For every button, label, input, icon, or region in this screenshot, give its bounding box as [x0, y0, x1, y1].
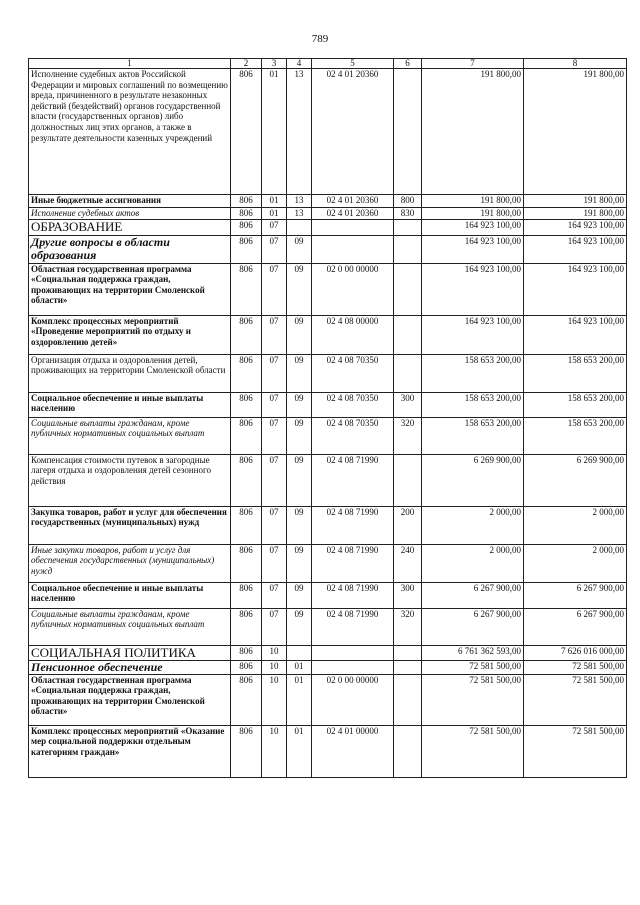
table-row — [29, 195, 627, 208]
amount-year2-cell: 6 267 900,00 — [524, 582, 627, 608]
admin-code-cell: 806 — [231, 315, 262, 354]
table-row — [29, 725, 627, 777]
item-name-cell: Социальные выплаты гражданам, кроме публичных нормативных социальных выплат — [29, 608, 231, 645]
table-row — [29, 392, 627, 417]
subsection-cell: 01 — [287, 674, 312, 725]
amount-year1-cell: 6 267 900,00 — [422, 608, 524, 645]
target-article-cell: 02 4 08 71990 — [312, 582, 394, 608]
admin-code-cell: 806 — [231, 392, 262, 417]
target-article-cell — [312, 660, 394, 674]
section-cell: 10 — [262, 725, 287, 777]
amount-year1-cell: 6 269 900,00 — [422, 454, 524, 506]
item-name-cell: Социальные выплаты гражданам, кроме публичных нормативных социальных выплат — [29, 417, 231, 454]
amount-year2-cell: 2 000,00 — [524, 506, 627, 544]
table-row — [29, 235, 627, 263]
table-row — [29, 645, 627, 660]
admin-code-cell: 806 — [231, 219, 262, 235]
table-row — [29, 417, 627, 454]
header-row — [29, 59, 627, 69]
subsection-cell: 13 — [287, 69, 312, 195]
expense-type-cell — [394, 69, 422, 195]
amount-year1-cell: 72 581 500,00 — [422, 674, 524, 725]
subsection-cell: 09 — [287, 235, 312, 263]
admin-code-cell: 806 — [231, 69, 262, 195]
admin-code-cell: 806 — [231, 417, 262, 454]
admin-code-cell: 806 — [231, 454, 262, 506]
item-name-cell: ОБРАЗОВАНИЕ — [29, 219, 231, 235]
section-cell: 07 — [262, 263, 287, 315]
expense-type-cell — [394, 354, 422, 392]
admin-code-cell: 806 — [231, 235, 262, 263]
expense-type-cell — [394, 660, 422, 674]
column-header: 1 — [29, 59, 231, 69]
admin-code-cell: 806 — [231, 506, 262, 544]
amount-year2-cell: 6 267 900,00 — [524, 608, 627, 645]
subsection-cell: 09 — [287, 354, 312, 392]
section-cell: 07 — [262, 454, 287, 506]
amount-year1-cell: 2 000,00 — [422, 544, 524, 582]
item-name-cell: Комплекс процессных мероприятий «Оказание мер социальной поддержки отдельным категориям граждан» — [29, 725, 231, 777]
section-cell: 01 — [262, 69, 287, 195]
amount-year1-cell: 164 923 100,00 — [422, 219, 524, 235]
target-article-cell: 02 4 01 20360 — [312, 195, 394, 208]
target-article-cell — [312, 645, 394, 660]
expense-type-cell: 320 — [394, 417, 422, 454]
amount-year2-cell: 72 581 500,00 — [524, 725, 627, 777]
amount-year2-cell: 164 923 100,00 — [524, 235, 627, 263]
target-article-cell: 02 0 00 00000 — [312, 674, 394, 725]
item-name-cell: Областная государственная программа «Социальная поддержка граждан, проживающих на территории Смоленской области» — [29, 674, 231, 725]
expense-type-cell — [394, 674, 422, 725]
subsection-cell: 09 — [287, 544, 312, 582]
section-cell: 07 — [262, 392, 287, 417]
target-article-cell: 02 4 08 70350 — [312, 417, 394, 454]
table-row — [29, 208, 627, 220]
amount-year1-cell: 6 761 362 593,00 — [422, 645, 524, 660]
item-name-cell: Компенсация стоимости путевок в загородные лагеря отдыха и оздоровления детей сезонного действия — [29, 454, 231, 506]
amount-year2-cell: 158 653 200,00 — [524, 354, 627, 392]
amount-year1-cell: 2 000,00 — [422, 506, 524, 544]
subsection-cell: 09 — [287, 506, 312, 544]
table-row — [29, 544, 627, 582]
amount-year2-cell: 164 923 100,00 — [524, 263, 627, 315]
target-article-cell — [312, 219, 394, 235]
amount-year1-cell: 191 800,00 — [422, 69, 524, 195]
target-article-cell: 02 4 08 71990 — [312, 454, 394, 506]
admin-code-cell: 806 — [231, 660, 262, 674]
section-cell: 10 — [262, 645, 287, 660]
admin-code-cell: 806 — [231, 582, 262, 608]
amount-year2-cell: 158 653 200,00 — [524, 417, 627, 454]
amount-year1-cell: 158 653 200,00 — [422, 417, 524, 454]
target-article-cell: 02 4 08 71990 — [312, 544, 394, 582]
subsection-cell: 01 — [287, 660, 312, 674]
amount-year2-cell: 191 800,00 — [524, 69, 627, 195]
table-row — [29, 219, 627, 235]
section-cell: 07 — [262, 506, 287, 544]
item-name-cell: Закупка товаров, работ и услуг для обеспечения государственных (муниципальных) нужд — [29, 506, 231, 544]
subsection-cell: 09 — [287, 608, 312, 645]
column-header: 8 — [524, 59, 627, 69]
subsection-cell: 09 — [287, 454, 312, 506]
subsection-cell: 13 — [287, 208, 312, 220]
item-name-cell: Социальное обеспечение и иные выплаты населению — [29, 392, 231, 417]
amount-year1-cell: 164 923 100,00 — [422, 263, 524, 315]
table-row — [29, 660, 627, 674]
target-article-cell: 02 0 00 00000 — [312, 263, 394, 315]
subsection-cell: 09 — [287, 417, 312, 454]
column-header: 7 — [422, 59, 524, 69]
amount-year2-cell: 191 800,00 — [524, 195, 627, 208]
page-number: 789 — [311, 33, 329, 45]
section-cell: 07 — [262, 315, 287, 354]
amount-year1-cell: 72 581 500,00 — [422, 725, 524, 777]
amount-year2-cell: 72 581 500,00 — [524, 674, 627, 725]
table-row — [29, 454, 627, 506]
column-header: 5 — [312, 59, 394, 69]
item-name-cell: Иные бюджетные ассигнования — [29, 195, 231, 208]
expense-type-cell — [394, 315, 422, 354]
amount-year2-cell: 72 581 500,00 — [524, 660, 627, 674]
item-name-cell: Другие вопросы в области образования — [29, 235, 231, 263]
section-cell: 07 — [262, 219, 287, 235]
section-cell: 07 — [262, 235, 287, 263]
section-cell: 07 — [262, 608, 287, 645]
amount-year1-cell: 164 923 100,00 — [422, 235, 524, 263]
target-article-cell: 02 4 01 00000 — [312, 725, 394, 777]
admin-code-cell: 806 — [231, 725, 262, 777]
section-cell: 07 — [262, 417, 287, 454]
item-name-cell: Исполнение судебных актов — [29, 208, 231, 220]
table-row — [29, 263, 627, 315]
section-cell: 07 — [262, 354, 287, 392]
section-cell: 10 — [262, 660, 287, 674]
subsection-cell — [287, 219, 312, 235]
expense-type-cell — [394, 725, 422, 777]
amount-year2-cell: 2 000,00 — [524, 544, 627, 582]
section-cell: 07 — [262, 582, 287, 608]
table-row — [29, 315, 627, 354]
subsection-cell: 09 — [287, 263, 312, 315]
amount-year1-cell: 6 267 900,00 — [422, 582, 524, 608]
expense-type-cell: 240 — [394, 544, 422, 582]
expense-type-cell: 830 — [394, 208, 422, 220]
expense-type-cell — [394, 235, 422, 263]
amount-year2-cell: 164 923 100,00 — [524, 315, 627, 354]
table-row — [29, 582, 627, 608]
budget-table — [28, 58, 627, 778]
admin-code-cell: 806 — [231, 263, 262, 315]
admin-code-cell: 806 — [231, 608, 262, 645]
subsection-cell — [287, 645, 312, 660]
expense-type-cell: 300 — [394, 392, 422, 417]
subsection-cell: 01 — [287, 725, 312, 777]
amount-year2-cell: 164 923 100,00 — [524, 219, 627, 235]
table-row — [29, 69, 627, 195]
table-row — [29, 674, 627, 725]
amount-year1-cell: 158 653 200,00 — [422, 392, 524, 417]
expense-type-cell — [394, 645, 422, 660]
subsection-cell: 09 — [287, 315, 312, 354]
amount-year1-cell: 164 923 100,00 — [422, 315, 524, 354]
target-article-cell: 02 4 01 20360 — [312, 208, 394, 220]
expense-type-cell: 200 — [394, 506, 422, 544]
expense-type-cell: 320 — [394, 608, 422, 645]
item-name-cell: Социальное обеспечение и иные выплаты населению — [29, 582, 231, 608]
table-row — [29, 354, 627, 392]
column-header: 6 — [394, 59, 422, 69]
table-row — [29, 608, 627, 645]
table-row — [29, 506, 627, 544]
subsection-cell: 13 — [287, 195, 312, 208]
target-article-cell: 02 4 08 71990 — [312, 506, 394, 544]
section-cell: 10 — [262, 674, 287, 725]
expense-type-cell — [394, 263, 422, 315]
admin-code-cell: 806 — [231, 674, 262, 725]
amount-year1-cell: 158 653 200,00 — [422, 354, 524, 392]
amount-year2-cell: 7 626 016 000,00 — [524, 645, 627, 660]
amount-year2-cell: 158 653 200,00 — [524, 392, 627, 417]
admin-code-cell: 806 — [231, 195, 262, 208]
target-article-cell: 02 4 08 00000 — [312, 315, 394, 354]
item-name-cell: Организация отдыха и оздоровления детей, проживающих на территории Смоленской области — [29, 354, 231, 392]
amount-year1-cell: 191 800,00 — [422, 208, 524, 220]
amount-year1-cell: 72 581 500,00 — [422, 660, 524, 674]
amount-year2-cell: 6 269 900,00 — [524, 454, 627, 506]
target-article-cell: 02 4 08 70350 — [312, 392, 394, 417]
expense-type-cell: 300 — [394, 582, 422, 608]
amount-year1-cell: 191 800,00 — [422, 195, 524, 208]
target-article-cell: 02 4 08 71990 — [312, 608, 394, 645]
expense-type-cell — [394, 219, 422, 235]
admin-code-cell: 806 — [231, 645, 262, 660]
item-name-cell: Областная государственная программа «Социальная поддержка граждан, проживающих на территории Смоленской области» — [29, 263, 231, 315]
item-name-cell: Исполнение судебных актов Российской Федерации и мировых соглашений по возмещению вреда, причиненного в результате незаконных действий (бездействий) органов государственной власти (государственных органов) либо должностных лиц этих органов, а также в результате деятельности казенных учреждений — [29, 69, 231, 195]
target-article-cell: 02 4 08 70350 — [312, 354, 394, 392]
target-article-cell — [312, 235, 394, 263]
subsection-cell: 09 — [287, 392, 312, 417]
column-header: 4 — [287, 59, 312, 69]
section-cell: 07 — [262, 544, 287, 582]
expense-type-cell: 800 — [394, 195, 422, 208]
column-header: 3 — [262, 59, 287, 69]
column-header: 2 — [231, 59, 262, 69]
section-cell: 01 — [262, 208, 287, 220]
item-name-cell: Комплекс процессных мероприятий «Проведение мероприятий по отдыху и оздоровлению детей» — [29, 315, 231, 354]
item-name-cell: Пенсионное обеспечение — [29, 660, 231, 674]
item-name-cell: СОЦИАЛЬНАЯ ПОЛИТИКА — [29, 645, 231, 660]
admin-code-cell: 806 — [231, 354, 262, 392]
expense-type-cell — [394, 454, 422, 506]
item-name-cell: Иные закупки товаров, работ и услуг для обеспечения государственных (муниципальных) нужд — [29, 544, 231, 582]
target-article-cell: 02 4 01 20360 — [312, 69, 394, 195]
section-cell: 01 — [262, 195, 287, 208]
admin-code-cell: 806 — [231, 208, 262, 220]
amount-year2-cell: 191 800,00 — [524, 208, 627, 220]
admin-code-cell: 806 — [231, 544, 262, 582]
subsection-cell: 09 — [287, 582, 312, 608]
